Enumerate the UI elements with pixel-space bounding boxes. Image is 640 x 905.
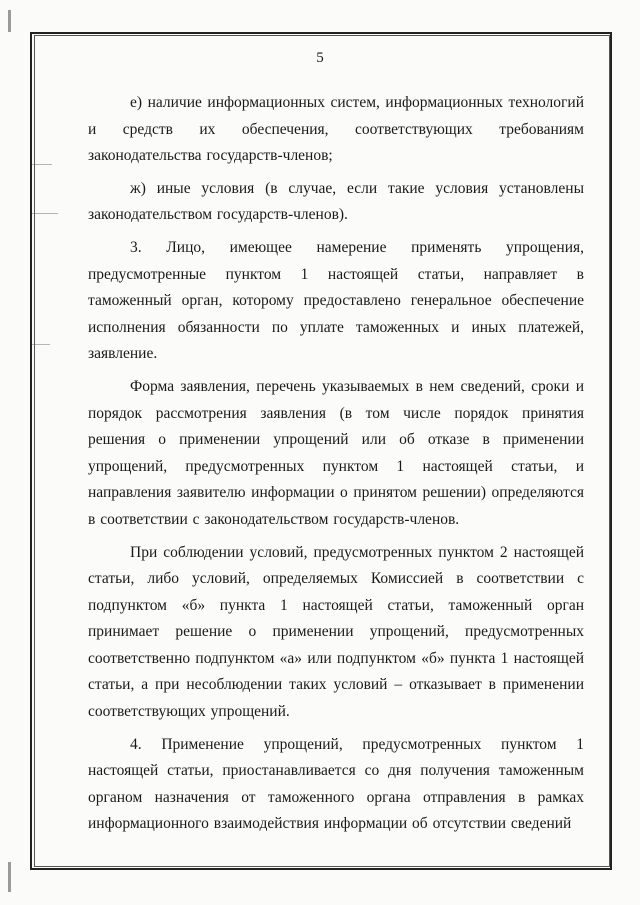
paragraph-compliance-decision: При соблюдении условий, предусмотренных пунктом 2 настоящей статьи, либо условий, определяемых Комиссией в соответствии с подпунктом «б» пункта 1 настоящей статьи, таможенный орган принимает решение о применении упрощений, предусмотренных соответственно подпунктом «а» или подпунктом «б» пункта 1 настоящей статьи, а при несоблюдении таких условий – отказывает в применении соответствующих упрощений. <box>88 543 584 721</box>
page-number: 5 <box>316 50 324 66</box>
paragraph-item-e: е) наличие информационных систем, информационных технологий и средств их обеспечения, соответствующих требованиям законодательства государств-членов; <box>88 94 584 165</box>
paragraph-clause-3: 3. Лицо, имеющее намерение применять упрощения, предусмотренные пунктом 1 настоящей статьи, направляет в таможенный орган, которому предоставлено генеральное обеспечение исполнения обязанности по уплате таможенных и иных платежей, заявление. <box>88 238 584 363</box>
document-body <box>88 90 584 838</box>
scan-edge-mark <box>8 10 11 32</box>
scan-edge-mark <box>8 862 11 892</box>
paragraph-application-form: Форма заявления, перечень указываемых в нем сведений, сроки и порядок рассмотрения заявления (в том числе порядок принятия решения о применении упрощений или об отказе в применении упрощений, предусмотренных пунктом 1 настоящей статьи, и направления заявителю информации о принятом решении) определяются в соответствии с законодательством государств-членов. <box>88 377 584 528</box>
paragraph-item-zh: ж) иные условия (в случае, если такие условия установлены законодательством государств-членов). <box>88 179 584 224</box>
paragraph-clause-4: 4. Применение упрощений, предусмотренных пунктом 1 настоящей статьи, приостанавливается со дня получения таможенным органом назначения от таможенного органа отправления в рамках информационного взаимодействия информации об отсутствии сведений <box>88 735 584 833</box>
